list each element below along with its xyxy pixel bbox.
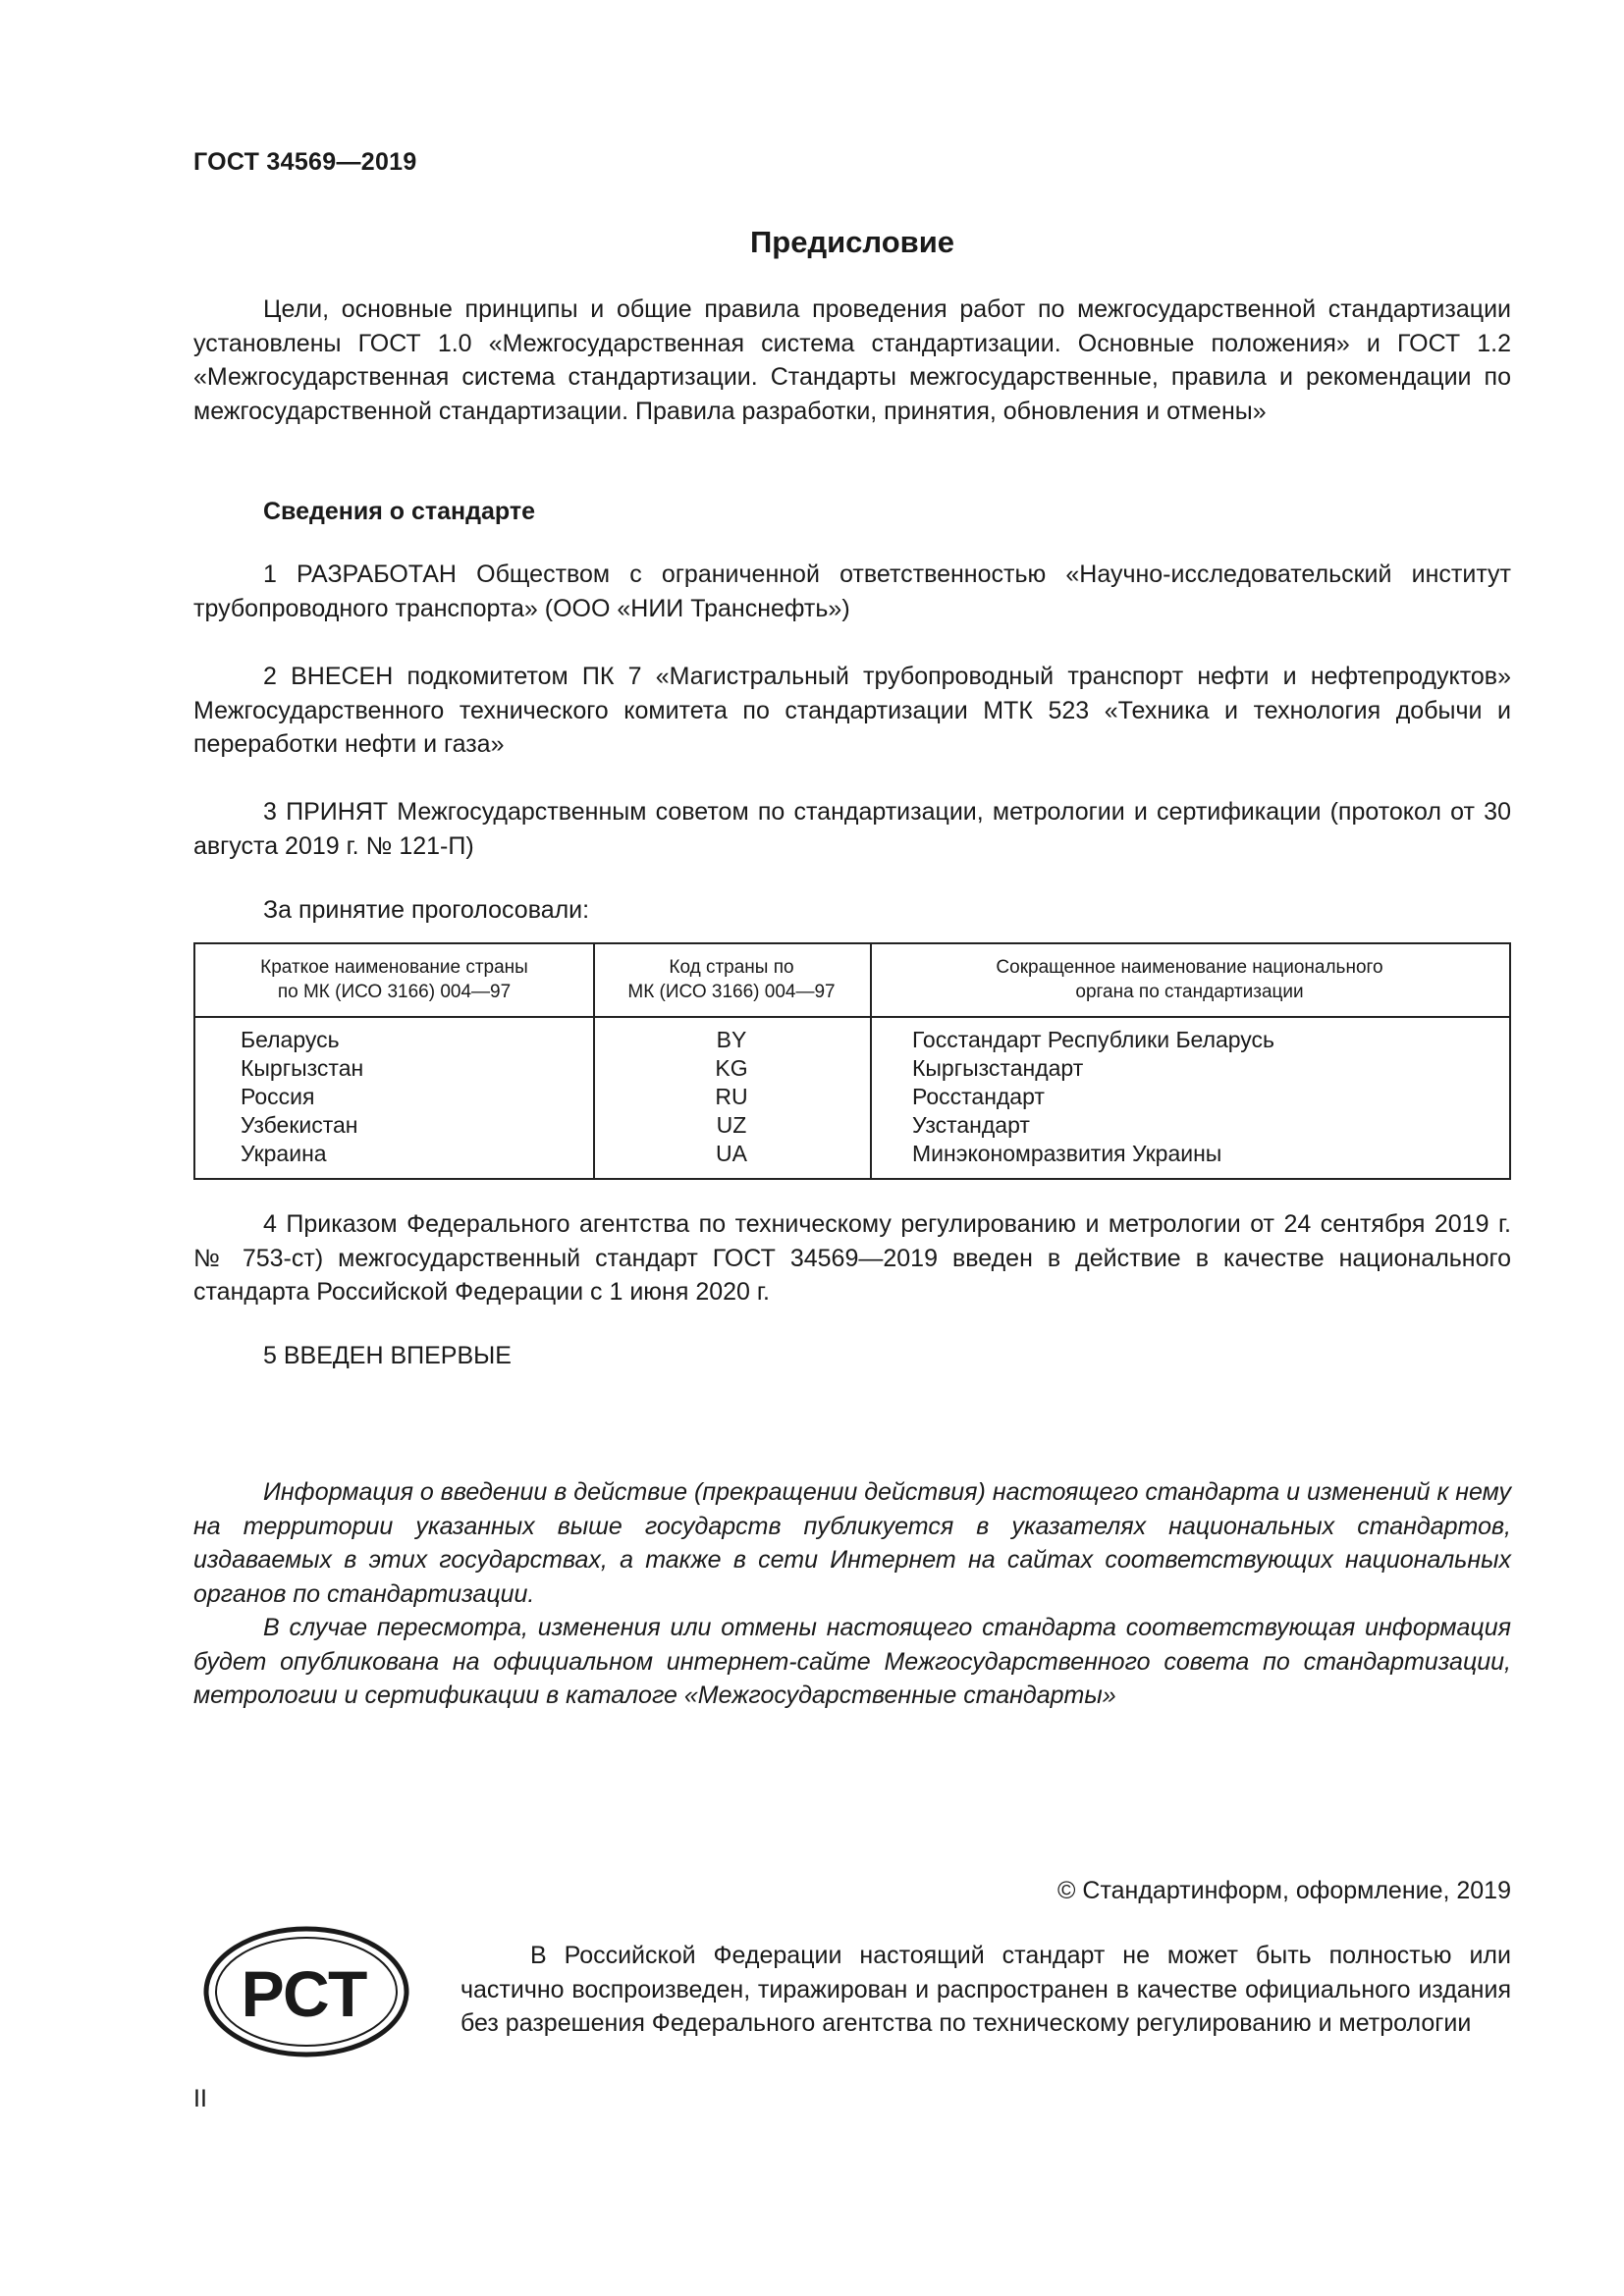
code-cell: KG (715, 1055, 748, 1081)
logo-text: РСТ (241, 1957, 368, 2030)
code-cell: UZ (716, 1112, 747, 1138)
item-adopted: 3 ПРИНЯТ Межгосударственным советом по стандартизации, метрологии и сертификации (протокол от 30 августа 2019 г. № 121-П) (193, 798, 1511, 860)
rights-paragraph: В Российской Федерации настоящий стандарт не может быть полностью или частично воспроизведен, тиражирован и распространен в качестве официального издания без разрешения Федерального агентства по техническому регулированию и метрологии (460, 1942, 1511, 2037)
body-cell: Узстандарт (912, 1112, 1030, 1138)
voting-table (193, 942, 1511, 1180)
country-cell: Узбекистан (241, 1112, 358, 1138)
page-title: Предисловие (749, 225, 954, 259)
body-cell: Росстандарт (912, 1084, 1045, 1109)
code-cell: RU (715, 1084, 748, 1109)
country-cell: Беларусь (241, 1027, 340, 1052)
item-submitted: 2 ВНЕСЕН подкомитетом ПК 7 «Магистральный трубопроводный транспорт нефти и нефтепродуктов» Межгосударственного технического комитета по стандартизации МТК 523 «Техника и технология добычи и переработки нефти и газа» (193, 663, 1511, 758)
page-number: II (193, 2085, 207, 2112)
voted-intro: За принятие проголосовали: (263, 896, 590, 924)
rst-logo (203, 1925, 409, 2058)
header-country: Краткое наименование страны по МК (ИСО 3166) 004—97 (260, 957, 528, 1002)
code-cell: BY (716, 1027, 747, 1052)
body-cell: Кыргызстандарт (912, 1055, 1084, 1081)
country-cell: Украина (241, 1141, 327, 1166)
rst-logo-icon (203, 1925, 409, 2058)
info-heading: Сведения о стандарте (263, 498, 536, 525)
country-cell: Кыргызстан (241, 1055, 364, 1081)
standard-code-header: ГОСТ 34569—2019 (193, 148, 417, 176)
item-developed: 1 РАЗРАБОТАН Обществом с ограниченной ответственностью «Научно-исследовательский институт трубопроводного транспорта» (ООО «НИИ Транснефть») (193, 561, 1511, 622)
body-column (912, 1026, 1274, 1168)
copyright-line: © Стандартинформ, оформление, 2019 (1057, 1877, 1511, 1904)
item-order: 4 Приказом Федерального агентства по техническому регулированию и метрологии от 24 сентября 2019 г. № 753-ст) межгосударственный стандарт ГОСТ 34569—2019 введен в действие в качестве национального стандарта Российской Федерации с 1 июня 2020 г. (193, 1210, 1511, 1306)
header-code: Код страны по МК (ИСО 3166) 004—97 (627, 957, 836, 1002)
country-cell: Россия (241, 1084, 315, 1109)
code-column (593, 1026, 870, 1168)
body-cell: Госстандарт Республики Беларусь (912, 1027, 1275, 1052)
header-body: Сокращенное наименование национального органа по стандартизации (996, 957, 1383, 1002)
intro-paragraph: Цели, основные принципы и общие правила проведения работ по межгосударственной стандартизации установлены ГОСТ 1.0 «Межгосударственная система стандартизации. Основные положения» и ГОСТ 1.2 «Межгосударственная система стандартизации. Стандарты межгосударственные, правила и рекомендации по межгосударственной стандартизации. Правила разработки, принятия, обновления и отмены» (193, 295, 1511, 425)
item-first: 5 ВВЕДЕН ВПЕРВЫЕ (263, 1342, 512, 1369)
body-cell: Минэкономразвития Украины (912, 1141, 1222, 1166)
code-cell: UA (716, 1141, 747, 1166)
notice-paragraph-2: В случае пересмотра, изменения или отмены настоящего стандарта соответствующая информация будет опубликована на официальном интернет-сайте Межгосударственного совета по стандартизации, метрологии и сертификации в каталоге «Межгосударственные стандарты» (193, 1614, 1511, 1709)
notice-paragraph-1: Информация о введении в действие (прекращении действия) настоящего стандарта и изменений к нему на территории указанных выше государств публикуется в указателях национальных стандартов, издаваемых в этих государствах, а также в сети Интернет на сайтах соответствующих национальных органов по стандартизации. (193, 1478, 1511, 1608)
country-column (241, 1026, 363, 1168)
